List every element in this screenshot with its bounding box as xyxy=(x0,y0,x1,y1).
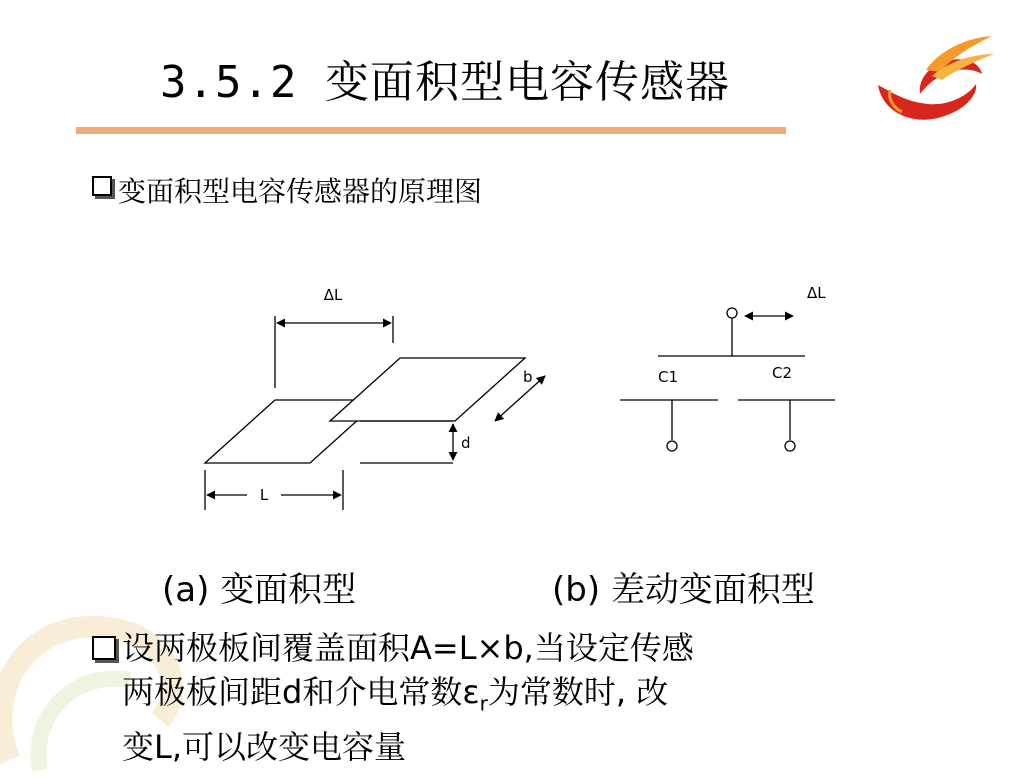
caption-a-text: 变面积型 xyxy=(220,570,357,610)
explanation-line-2 xyxy=(122,670,942,725)
diagram-b xyxy=(620,308,835,451)
title-underline xyxy=(76,127,786,134)
explanation-line-1: 设两极板间覆盖面积A=L×b,当设定传感 xyxy=(122,629,694,667)
b-label: b xyxy=(523,368,533,386)
capacitor-diagram xyxy=(195,278,845,518)
delta-l-label-b: ΔL xyxy=(807,284,826,302)
bullet-explanation xyxy=(92,626,952,769)
bullet-principle xyxy=(92,170,482,210)
checkbox-bullet-icon xyxy=(92,636,116,660)
page-title: 3.5.2 变面积型电容传感器 xyxy=(160,57,730,108)
checkbox-bullet-icon xyxy=(92,176,112,196)
d-label: d xyxy=(461,434,471,452)
caption-b-tag: (b) xyxy=(552,570,601,610)
c2-label: C2 xyxy=(772,364,793,382)
epsilon-subscript: r xyxy=(479,691,488,716)
explanation-line-2-post: 为常数时, 改 xyxy=(487,673,669,711)
caption-b xyxy=(552,562,815,611)
caption-a xyxy=(162,562,356,611)
diagram-a xyxy=(205,316,545,510)
caption-a-tag: (a) xyxy=(162,570,210,610)
explanation-line-3: 变L,可以改变电容量 xyxy=(122,728,407,767)
upper-plate xyxy=(330,358,525,421)
bird-logo-icon xyxy=(868,30,998,130)
bullet-principle-text: 变面积型电容传感器的原理图 xyxy=(118,175,483,208)
l-label: L xyxy=(259,486,269,504)
c1-label: C1 xyxy=(658,368,679,386)
caption-b-text: 差动变面积型 xyxy=(610,570,815,610)
explanation-line-2-pre: 两极板间距d和介电常数ε xyxy=(122,673,480,711)
bullet-explanation-text xyxy=(122,626,942,769)
delta-l-label-a: ΔL xyxy=(323,286,343,304)
